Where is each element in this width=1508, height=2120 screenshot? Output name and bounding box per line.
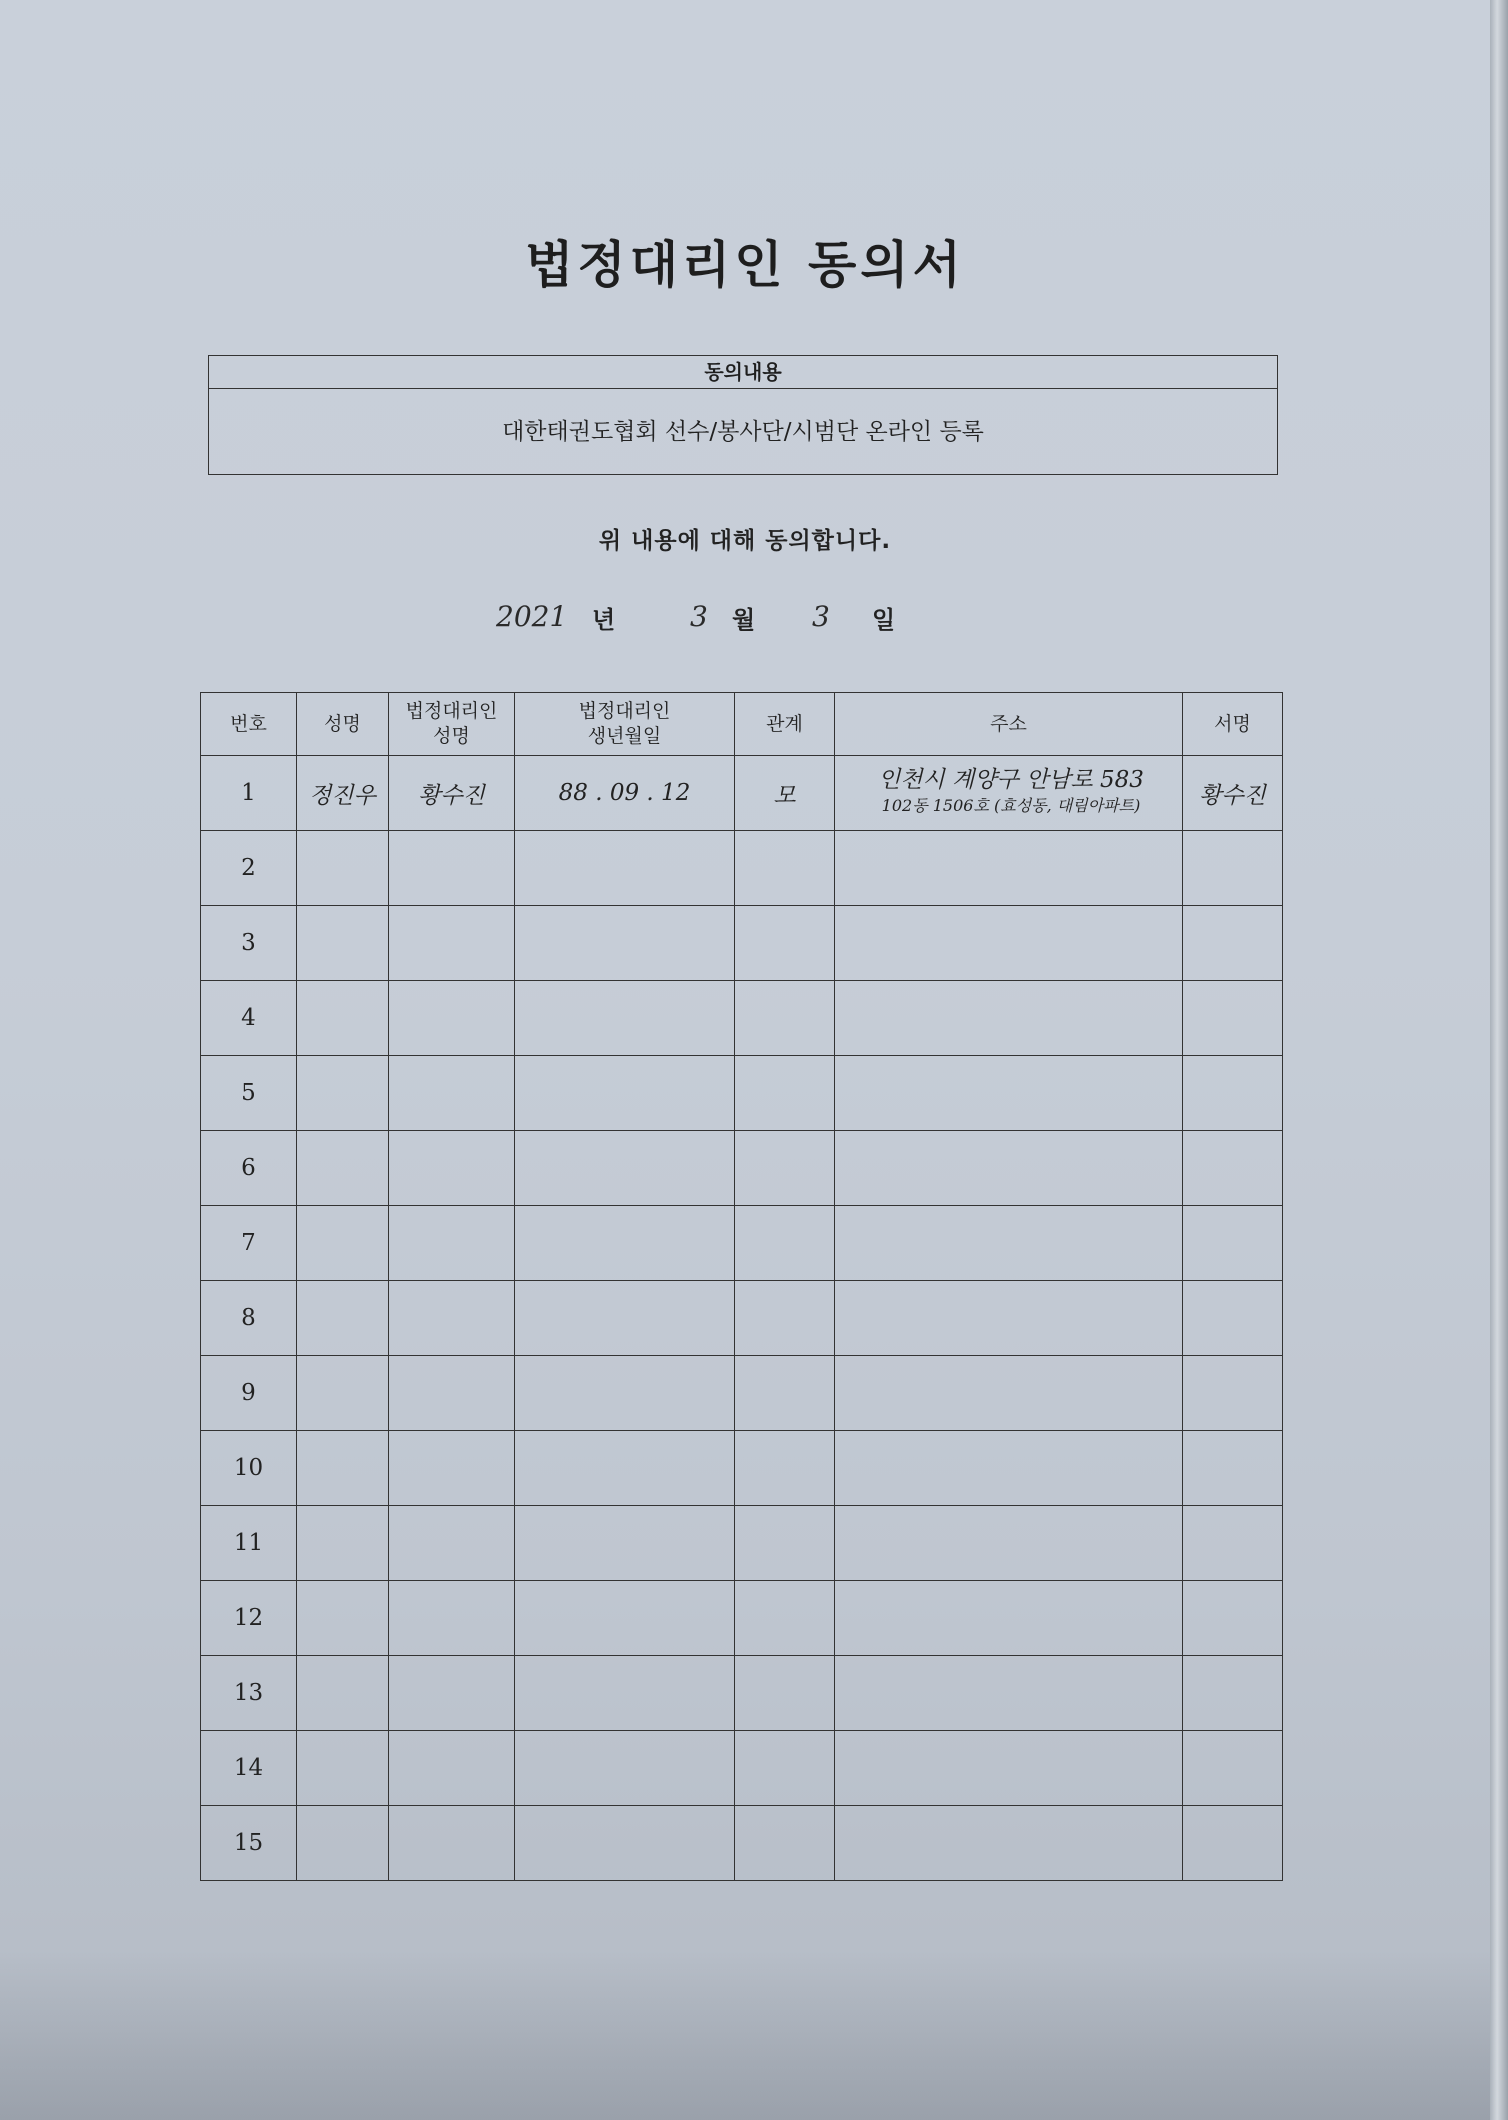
cell-number: 12 — [201, 1581, 297, 1656]
cell-signature — [1183, 1356, 1283, 1431]
cell-address — [835, 1431, 1183, 1506]
cell-signature — [1183, 981, 1283, 1056]
table-row — [201, 1506, 1283, 1581]
cell-guardian-birth — [515, 1581, 735, 1656]
cell-number: 7 — [201, 1206, 297, 1281]
cell-name — [297, 1056, 389, 1131]
cell-relation — [735, 831, 835, 906]
cell-relation — [735, 1206, 835, 1281]
cell-guardian-birth — [515, 1431, 735, 1506]
cell-number: 11 — [201, 1506, 297, 1581]
cell-signature — [1183, 1056, 1283, 1131]
cell-relation — [735, 1281, 835, 1356]
cell-guardian-name — [389, 1431, 515, 1506]
cell-signature — [1183, 1506, 1283, 1581]
cell-guardian-name — [389, 1656, 515, 1731]
document-title: 법정대리인 동의서 — [525, 236, 965, 294]
cell-number: 10 — [201, 1431, 297, 1506]
cell-name — [297, 1806, 389, 1881]
roster-body — [201, 756, 1283, 1881]
cell-guardian-birth — [515, 1056, 735, 1131]
cell-relation — [735, 1656, 835, 1731]
cell-name — [297, 1656, 389, 1731]
cell-name — [297, 1581, 389, 1656]
cell-relation — [735, 1431, 835, 1506]
cell-guardian-name — [389, 1356, 515, 1431]
cell-signature — [1183, 831, 1283, 906]
cell-address — [835, 1131, 1183, 1206]
cell-signature — [1183, 1581, 1283, 1656]
cell-guardian-name — [389, 1131, 515, 1206]
cell-signature — [1183, 1281, 1283, 1356]
table-row — [201, 1131, 1283, 1206]
cell-name — [297, 1731, 389, 1806]
cell-guardian-name — [389, 1056, 515, 1131]
cell-signature: 황수진 — [1183, 756, 1283, 831]
cell-address — [835, 1281, 1183, 1356]
cell-number: 8 — [201, 1281, 297, 1356]
cell-name — [297, 1356, 389, 1431]
table-row — [201, 906, 1283, 981]
cell-number: 3 — [201, 906, 297, 981]
cell-number: 15 — [201, 1806, 297, 1881]
cell-relation — [735, 1806, 835, 1881]
table-row — [201, 1581, 1283, 1656]
cell-relation — [735, 1356, 835, 1431]
table-row — [201, 1281, 1283, 1356]
header-number: 번호 — [201, 693, 297, 756]
cell-signature — [1183, 1806, 1283, 1881]
cell-guardian-name — [389, 1581, 515, 1656]
cell-address — [835, 831, 1183, 906]
table-row — [201, 1431, 1283, 1506]
cell-name — [297, 1506, 389, 1581]
cell-relation: 모 — [735, 756, 835, 831]
paper-edge — [1490, 0, 1508, 2120]
cell-name — [297, 981, 389, 1056]
header-guardian-name: 법정대리인 성명 — [389, 693, 515, 756]
cell-guardian-name — [389, 981, 515, 1056]
table-row — [201, 831, 1283, 906]
cell-guardian-birth — [515, 1806, 735, 1881]
table-row — [201, 1656, 1283, 1731]
cell-relation — [735, 1581, 835, 1656]
date-month-label: 월 — [732, 606, 756, 634]
address-line-2: 102동 1506호 (효성동, 대림아파트) — [881, 796, 1141, 815]
cell-number: 4 — [201, 981, 297, 1056]
cell-relation — [735, 1056, 835, 1131]
bottom-shadow — [0, 1950, 1490, 2120]
cell-relation — [735, 906, 835, 981]
cell-guardian-birth — [515, 1131, 735, 1206]
table-row — [201, 1806, 1283, 1881]
consent-body: 대한태권도협회 선수/봉사단/시범단 온라인 등록 — [502, 419, 984, 445]
table-row — [201, 1056, 1283, 1131]
consent-box — [208, 355, 1278, 475]
date-day-label: 일 — [872, 606, 896, 634]
cell-number: 9 — [201, 1356, 297, 1431]
cell-relation — [735, 981, 835, 1056]
cell-guardian-birth: 88 . 09 . 12 — [515, 756, 735, 831]
cell-signature — [1183, 1731, 1283, 1806]
address-line-1: 인천시 계양구 안남로 583 — [878, 767, 1144, 793]
cell-address — [835, 981, 1183, 1056]
cell-signature — [1183, 1431, 1283, 1506]
cell-guardian-name: 황수진 — [389, 756, 515, 831]
table-row — [201, 981, 1283, 1056]
cell-number: 6 — [201, 1131, 297, 1206]
cell-relation — [735, 1731, 835, 1806]
cell-guardian-birth — [515, 1281, 735, 1356]
cell-signature — [1183, 906, 1283, 981]
cell-guardian-name — [389, 831, 515, 906]
cell-relation — [735, 1131, 835, 1206]
cell-relation — [735, 1506, 835, 1581]
cell-guardian-birth — [515, 1731, 735, 1806]
cell-guardian-birth — [515, 981, 735, 1056]
cell-address — [835, 1581, 1183, 1656]
cell-address — [835, 906, 1183, 981]
table-row — [201, 1731, 1283, 1806]
table-header-row — [201, 693, 1283, 756]
header-name: 성명 — [297, 693, 389, 756]
roster-table — [200, 692, 1283, 1881]
cell-guardian-name — [389, 1806, 515, 1881]
cell-address — [835, 1506, 1183, 1581]
cell-name — [297, 1206, 389, 1281]
cell-guardian-name — [389, 1281, 515, 1356]
cell-address — [835, 756, 1183, 831]
cell-address — [835, 1656, 1183, 1731]
cell-guardian-birth — [515, 1206, 735, 1281]
agreement-statement: 위 내용에 대해 동의합니다. — [598, 528, 892, 554]
cell-address — [835, 1806, 1183, 1881]
cell-number: 14 — [201, 1731, 297, 1806]
date-year-label: 년 — [592, 606, 616, 634]
cell-guardian-birth — [515, 1656, 735, 1731]
header-relation: 관계 — [735, 693, 835, 756]
header-guardian-birth: 법정대리인 생년월일 — [515, 693, 735, 756]
cell-guardian-name — [389, 906, 515, 981]
cell-name — [297, 1431, 389, 1506]
cell-name — [297, 831, 389, 906]
cell-address — [835, 1731, 1183, 1806]
cell-signature — [1183, 1656, 1283, 1731]
cell-guardian-birth — [515, 1506, 735, 1581]
cell-signature — [1183, 1131, 1283, 1206]
cell-guardian-birth — [515, 1356, 735, 1431]
header-address: 주소 — [835, 693, 1183, 756]
cell-number: 5 — [201, 1056, 297, 1131]
cell-guardian-name — [389, 1506, 515, 1581]
cell-guardian-name — [389, 1731, 515, 1806]
date-month: 3 — [690, 600, 708, 633]
cell-guardian-name — [389, 1206, 515, 1281]
cell-number: 13 — [201, 1656, 297, 1731]
cell-number: 2 — [201, 831, 297, 906]
cell-guardian-birth — [515, 906, 735, 981]
table-row — [201, 1356, 1283, 1431]
cell-address — [835, 1356, 1183, 1431]
consent-header: 동의내용 — [209, 356, 1277, 389]
cell-guardian-birth — [515, 831, 735, 906]
table-row — [201, 756, 1283, 831]
cell-signature — [1183, 1206, 1283, 1281]
table-row — [201, 1206, 1283, 1281]
cell-name — [297, 1131, 389, 1206]
cell-name — [297, 906, 389, 981]
cell-name — [297, 1281, 389, 1356]
header-signature: 서명 — [1183, 693, 1283, 756]
cell-number: 1 — [201, 756, 297, 831]
date-year: 2021 — [496, 600, 568, 633]
cell-name: 정진우 — [297, 756, 389, 831]
cell-address — [835, 1056, 1183, 1131]
date-day: 3 — [812, 600, 830, 633]
cell-address — [835, 1206, 1183, 1281]
